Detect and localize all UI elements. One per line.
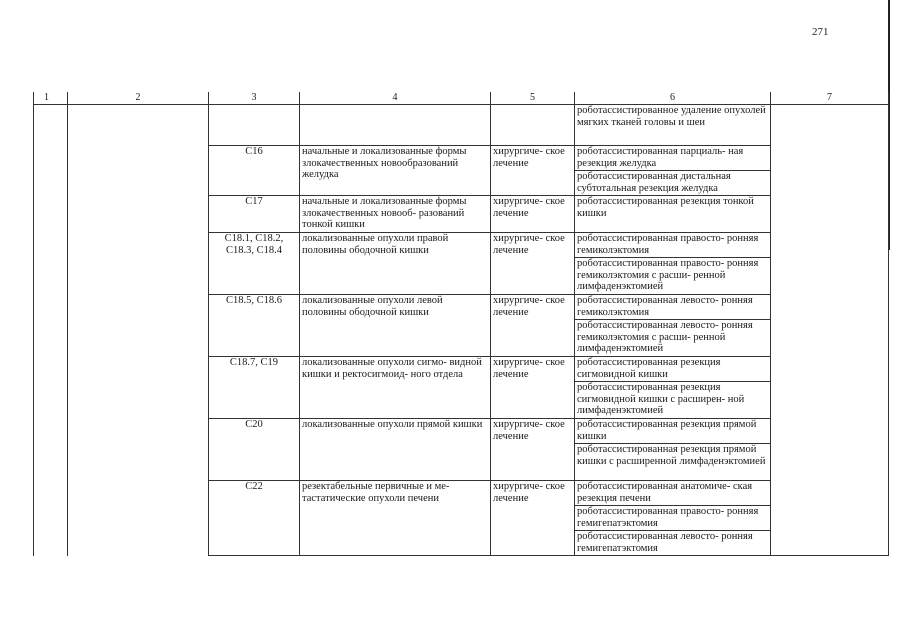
cell-code: C18.7, C19: [209, 357, 300, 419]
cell-treatment: хирургиче- ское лечение: [491, 196, 575, 233]
cell-method: роботассистированная правосто- ронняя гемиколэктомия: [575, 233, 771, 258]
column-number-row: [34, 92, 889, 105]
cell-method: роботассистированная резекция сигмовидной кишки с расширен- ной лимфаденэктомией: [575, 382, 771, 419]
cell-method: роботассистированная резекция тонкой кишки: [575, 196, 771, 233]
cell-diagnosis: локализованные опухоли прямой кишки: [300, 419, 491, 481]
cell-treatment: хирургиче- ское лечение: [491, 233, 575, 295]
cell-method: роботассистированная резекция прямой кишки с расширенной лимфаденэктомией: [575, 444, 771, 481]
cell-treatment: хирургиче- ское лечение: [491, 146, 575, 196]
cell-code: C18.5, C18.6: [209, 295, 300, 357]
cell-method: роботассистированная левосто- ронняя гемиколэктомия с расши- ренной лимфаденэктомией: [575, 320, 771, 357]
cell-code: C22: [209, 481, 300, 556]
cell-method: роботассистированная резекция сигмовидной кишки: [575, 357, 771, 382]
cell-treatment: [491, 105, 575, 146]
cell-diagnosis: [300, 105, 491, 146]
cell-code: C16: [209, 146, 300, 196]
cell-method: роботассистированное удаление опухолей мягких тканей головы и шеи: [575, 105, 771, 146]
cell-code: C18.1, C18.2, C18.3, C18.4: [209, 233, 300, 295]
cell-diagnosis: начальные и локализованные формы злокачественных новообразований желудка: [300, 146, 491, 196]
cell-method: роботассистированная дистальная субтотальная резекция желудка: [575, 171, 771, 196]
cell-treatment: хирургиче- ское лечение: [491, 295, 575, 357]
cell-col1: [34, 105, 68, 556]
cell-method: роботассистированная парциаль- ная резекция желудка: [575, 146, 771, 171]
cell-col7: [771, 105, 889, 556]
col-header-3: 3: [209, 92, 300, 105]
cell-col2: [68, 105, 209, 556]
col-header-1: 1: [34, 92, 68, 105]
col-header-6: 6: [575, 92, 771, 105]
col-header-5: 5: [491, 92, 575, 105]
cell-method: роботассистированная правосто- ронняя гемиколэктомия с расши- ренной лимфаденэктомией: [575, 258, 771, 295]
cell-method: роботассистированная правосто- ронняя гемигепатэктомия: [575, 506, 771, 531]
cell-code: [209, 105, 300, 146]
cell-code: C17: [209, 196, 300, 233]
page-number: 271: [812, 26, 829, 38]
cell-method: роботассистированная резекция прямой кишки: [575, 419, 771, 444]
cell-diagnosis: резектабельные первичные и ме- тастатические опухоли печени: [300, 481, 491, 556]
col-header-2: 2: [68, 92, 209, 105]
cell-method: роботассистированная левосто- ронняя гемиколэктомия: [575, 295, 771, 320]
cell-method: роботассистированная левосто- ронняя гемигепатэктомия: [575, 531, 771, 556]
cell-diagnosis: локализованные опухоли сигмо- видной кишки и ректосигмоид- ного отдела: [300, 357, 491, 419]
table-row: [34, 105, 889, 146]
cell-treatment: хирургиче- ское лечение: [491, 357, 575, 419]
col-header-4: 4: [300, 92, 491, 105]
cell-method: роботассистированная анатомиче- ская резекция печени: [575, 481, 771, 506]
cell-treatment: хирургиче- ское лечение: [491, 419, 575, 481]
medical-procedures-table: [33, 92, 889, 556]
cell-diagnosis: локализованные опухоли правой половины ободочной кишки: [300, 233, 491, 295]
col-header-7: 7: [771, 92, 889, 105]
cell-code: C20: [209, 419, 300, 481]
cell-diagnosis: начальные и локализованные формы злокачественных новооб- разований тонкой кишки: [300, 196, 491, 233]
cell-treatment: хирургиче- ское лечение: [491, 481, 575, 556]
cell-diagnosis: локализованные опухоли левой половины ободочной кишки: [300, 295, 491, 357]
